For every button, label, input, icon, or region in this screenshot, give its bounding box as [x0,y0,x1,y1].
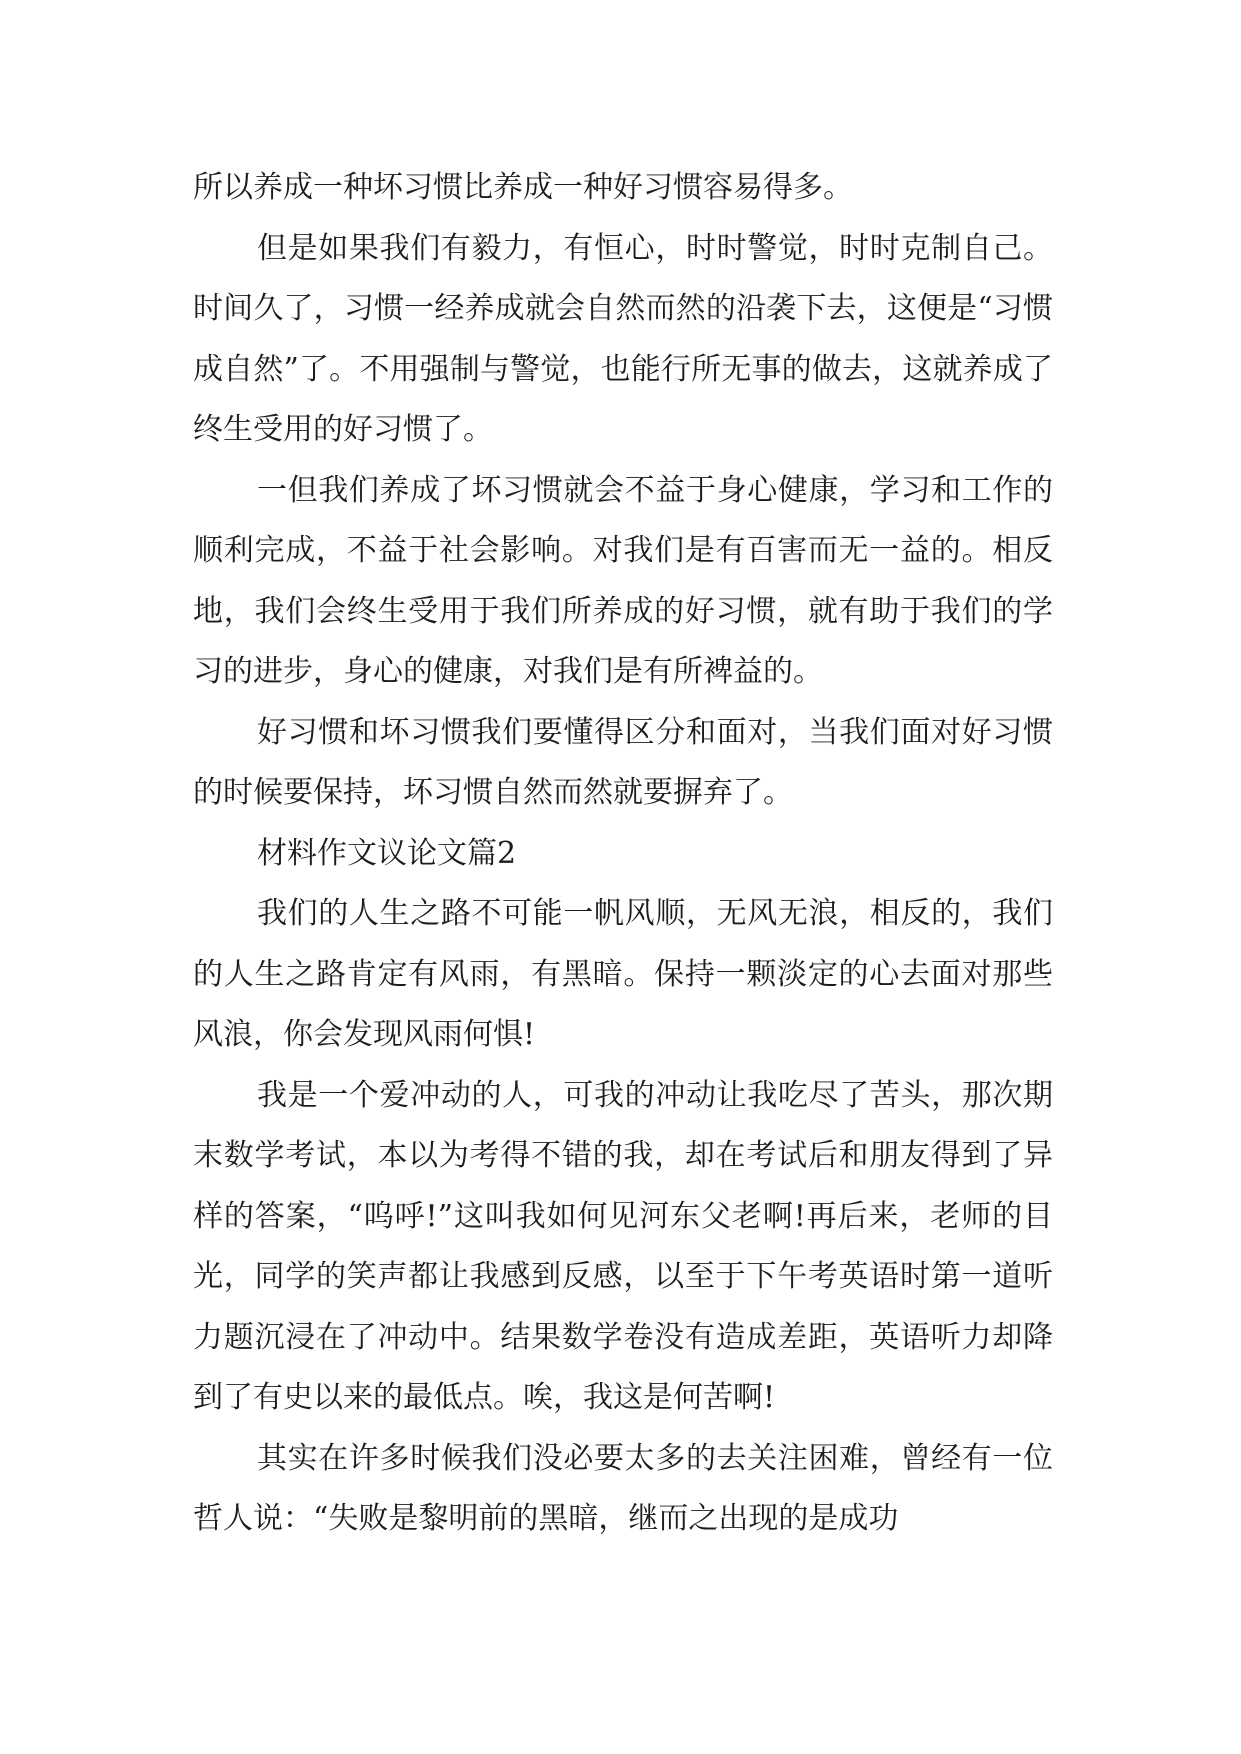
paragraph: 其实在许多时候我们没必要太多的去关注困难，曾经有一位哲人说：“失败是黎明前的黑暗，继而之出现的是成功 [193,1440,1053,1536]
section-heading: 材料作文议论文篇2 [257,835,517,871]
paragraph-continuation: 所以养成一种坏习惯比养成一种好习惯容易得多。 [193,170,853,205]
paragraph: 我们的人生之路不可能一帆风顺，无风无浪，相反的，我们的人生之路肯定有风雨，有黑暗。保持一颗淡定的心去面对那些风浪，你会发现风雨何惧! [193,896,1053,1052]
document-body [193,158,1053,1550]
paragraph: 我是一个爱冲动的人，可我的冲动让我吃尽了苦头，那次期末数学考试，本以为考得不错的我，却在考试后和朋友得到了异样的答案，“呜呼!”这叫我如何见河东父老啊!再后来，老师的目光，同学的笑声都让我感到反感，以至于下午考英语时第一道听力题沉浸在了冲动中。结果数学卷没有造成差距，英语听力却降到了有史以来的最低点。唉，我这是何苦啊! [193,1077,1053,1415]
paragraph: 但是如果我们有毅力，有恒心，时时警觉，时时克制自己。时间久了，习惯一经养成就会自然而然的沿袭下去，这便是“习惯成自然”了。不用强制与警觉，也能行所无事的做去，这就养成了终生受用的好习惯了。 [193,230,1053,447]
paragraph: 好习惯和坏习惯我们要懂得区分和面对，当我们面对好习惯的时候要保持，坏习惯自然而然就要摒弃了。 [193,714,1053,810]
paragraph: 一但我们养成了坏习惯就会不益于身心健康，学习和工作的顺利完成，不益于社会影响。对我们是有百害而无一益的。相反地，我们会终生受用于我们所养成的好习惯，就有助于我们的学习的进步，身心的健康，对我们是有所裨益的。 [193,472,1053,689]
